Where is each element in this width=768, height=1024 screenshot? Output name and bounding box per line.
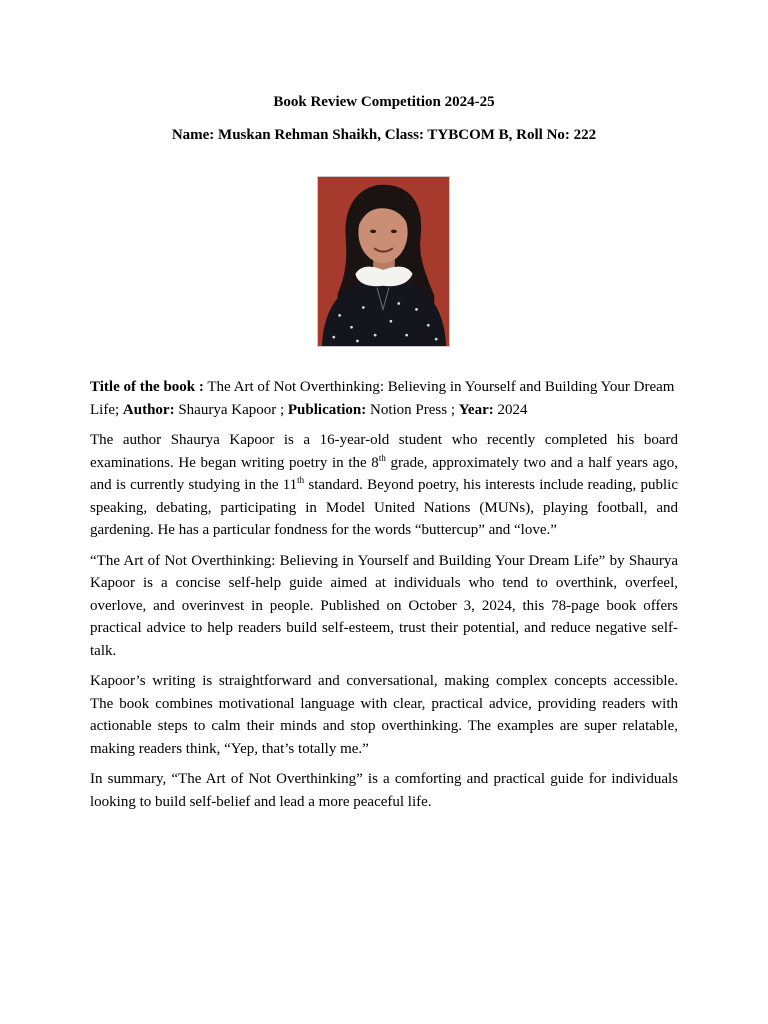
- right-eye: [391, 230, 397, 234]
- title-label: Title of the book :: [90, 379, 204, 395]
- book-summary-paragraph: “The Art of Not Overthinking: Believing in Yourself and Building Your Dream Life” by Shaurya Kapoor is a concise self-help guide aimed at individuals who tend to overthink, overfeel, overlove, and overinvest in people. Published on October 3, 2024, this 78-page book offers practical advice to help readers build self-esteem, trust their potential, and reduce negative self-talk.: [90, 552, 678, 659]
- competition-title: Book Review Competition 2024-25: [273, 94, 495, 110]
- year-label: Year:: [458, 401, 494, 418]
- conclusion-paragraph: In summary, “The Art of Not Overthinking” is a comforting and practical guide for individuals looking to build self-belief and lead a more peaceful life.: [90, 771, 678, 810]
- review-body: [90, 376, 678, 821]
- title-value: The Art of Not Overthinking: Believing in Yourself and Building Your Dream Life;: [90, 379, 675, 418]
- book-info-paragraph: [90, 376, 678, 421]
- writing-style-paragraph: Kapoor’s writing is straightforward and conversational, making complex concepts accessible. The book combines motivational language with clear, practical advice, providing readers with actionable steps to calm their minds and stop overthinking. The examples are super relatable, making readers think, “Yep, that’s totally me.”: [90, 673, 678, 757]
- superscript-th: th: [378, 452, 386, 463]
- year-value: 2024: [493, 401, 528, 418]
- author-value: Shaurya Kapoor ;: [174, 401, 288, 418]
- participant-details: Name: Muskan Rehman Shaikh, Class: TYBCOM B, Roll No: 222: [171, 127, 597, 143]
- publication-value: Notion Press ;: [366, 401, 459, 418]
- author-bio-part1: The author Shaurya Kapoor is a 16-year-old student who recently completed his board examinations. He began writing poetry in the 8: [90, 432, 678, 471]
- student-portrait-photo: [317, 176, 450, 347]
- left-eye: [370, 230, 376, 234]
- author-bio-part3: standard. Beyond poetry, his interests include reading, public speaking, debating, participating in Model United Nations (MUNs), playing football, and gardening. He has a particular fondness for the words “buttercup” and “love.”: [90, 477, 678, 538]
- superscript-th: th: [297, 475, 305, 485]
- author-bio-part2: grade, approximately two and a half years ago, and is currently studying in the 11: [90, 454, 679, 493]
- portrait-image: [318, 177, 449, 346]
- author-bio-paragraph: [90, 429, 678, 542]
- author-label: Author:: [122, 401, 175, 418]
- publication-label: Publication:: [287, 401, 367, 418]
